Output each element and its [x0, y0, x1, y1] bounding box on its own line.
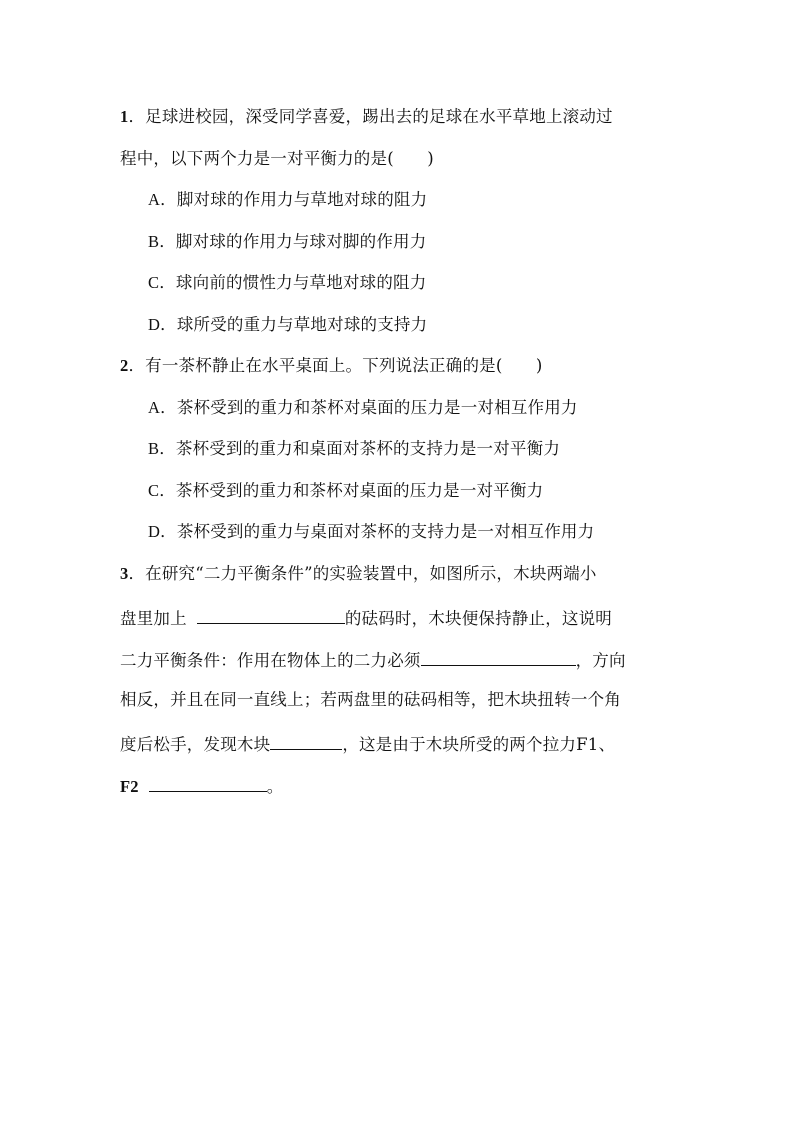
question-3-stem-2a: 盘里加上 [120, 609, 187, 628]
question-1-option-a [148, 189, 427, 211]
answer-blank-3[interactable] [270, 731, 342, 750]
option-letter: B [148, 232, 160, 251]
option-text: ．球向前的惯性力与草地对球的阻力 [159, 273, 427, 292]
question-3-separator: ． [128, 564, 146, 583]
question-1-stem-1: 足球进校园，深受同学喜爱，踢出去的足球在水平草地上滚动过 [145, 107, 613, 126]
question-2-option-d [148, 521, 594, 543]
question-1-stem-2: 程中，以下两个力是一对平衡力的是( ) [120, 149, 434, 168]
question-3-line-6 [120, 773, 283, 798]
question-3-line-4 [120, 689, 621, 711]
question-1-number: 1 [120, 107, 129, 126]
question-3-stem-4: 相反，并且在同一直线上；若两盘里的砝码相等，把木块扭转一个角 [120, 690, 621, 709]
question-3-number: 3 [120, 564, 129, 583]
question-2-separator: ． [128, 356, 146, 375]
question-1-line-2 [120, 148, 434, 170]
question-3-stem-1: 在研究“二力平衡条件”的实验装置中，如图所示，木块两端小 [145, 564, 597, 583]
question-1-line-1 [120, 106, 613, 128]
question-3-line-2 [120, 605, 612, 630]
option-letter: C [148, 481, 160, 500]
option-letter: B [148, 439, 160, 458]
question-1-separator: ． [128, 107, 146, 126]
question-2-line-1 [120, 355, 543, 377]
option-letter: D [148, 522, 161, 541]
question-2-number: 2 [120, 356, 129, 375]
option-text: ．茶杯受到的重力和茶杯对桌面的压力是一对相互作用力 [160, 398, 578, 417]
question-3-stem-6b: 。 [266, 777, 284, 796]
question-3-stem-5a: 度后松手，发现木块 [120, 735, 271, 754]
option-text: ．茶杯受到的重力和茶杯对桌面的压力是一对平衡力 [159, 481, 544, 500]
option-text: ．茶杯受到的重力与桌面对茶杯的支持力是一对相互作用力 [160, 522, 595, 541]
question-2-stem-1: 有一茶杯静止在水平桌面上。下列说法正确的是( ) [145, 356, 543, 375]
question-3-line-1 [120, 563, 597, 585]
question-3-line-5 [120, 731, 615, 756]
option-letter: A [148, 398, 161, 417]
question-3-stem-2b: 的砝码时，木块便保持静止，这说明 [344, 609, 613, 628]
option-text: ．脚对球的作用力与草地对球的阻力 [160, 190, 428, 209]
option-text: ．球所受的重力与草地对球的支持力 [160, 315, 428, 334]
question-3-line-3 [120, 647, 626, 672]
question-1-option-d [148, 314, 427, 336]
question-3-stem-6a: F2 [120, 777, 139, 796]
option-letter: C [148, 273, 160, 292]
question-2-option-b [148, 438, 560, 460]
option-letter: A [148, 190, 161, 209]
question-1-option-c [148, 272, 426, 294]
question-2-option-c [148, 480, 543, 502]
question-3-stem-3b: ，方向 [575, 651, 626, 670]
question-2-option-a [148, 397, 578, 419]
option-text: ．茶杯受到的重力和桌面对茶杯的支持力是一对平衡力 [159, 439, 561, 458]
answer-blank-4[interactable] [149, 773, 267, 792]
answer-blank-1[interactable] [197, 605, 345, 624]
question-3-stem-3a: 二力平衡条件：作用在物体上的二力必须 [120, 651, 421, 670]
answer-blank-2[interactable] [421, 647, 576, 666]
question-3-stem-5b: ，这是由于木块所受的两个拉力F1、 [342, 735, 616, 754]
question-1-option-b [148, 231, 426, 253]
option-text: ．脚对球的作用力与球对脚的作用力 [159, 232, 427, 251]
option-letter: D [148, 315, 161, 334]
